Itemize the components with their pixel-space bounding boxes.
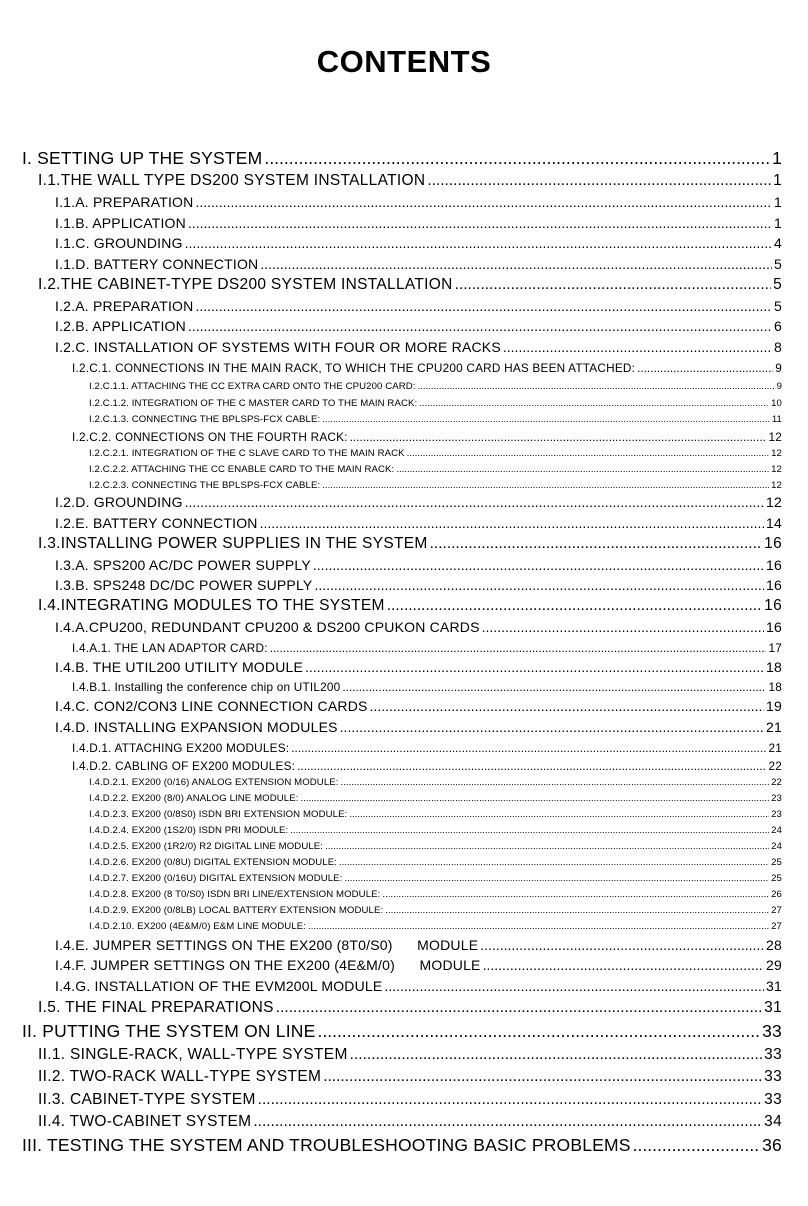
toc-page-number: 5 — [774, 298, 782, 314]
toc-page-number: 22 — [768, 759, 782, 773]
toc-page-number: 24 — [771, 841, 782, 852]
toc-entry-title: I.2.C.1. CONNECTIONS IN THE MAIN RACK, TO WHICH THE CPU200 CARD HAS BEEN ATTACHED: — [72, 361, 636, 375]
toc-page-number: 16 — [766, 577, 782, 593]
toc-entry-title: I.2.C.2.2. ATTACHING THE CC ENABLE CARD TO THE MAIN RACK: — [89, 464, 395, 475]
toc-entry-title: I.4.D.2.8. EX200 (8 T0/S0) ISDN BRI LINE/EXTENSION MODULE: — [89, 889, 381, 900]
toc-entry-title: I.4.F. JUMPER SETTINGS ON THE EX200 (4E&M/0) MODULE — [55, 957, 481, 973]
toc-entry-title: II. PUTTING THE SYSTEM ON LINE — [22, 1021, 316, 1041]
toc-entry-title: I.2.C.2.1. INTEGRATION OF THE C SLAVE CARD TO THE MAIN RACK — [89, 448, 405, 459]
toc-entry-title: I.3.A. SPS200 AC/DC POWER SUPPLY — [55, 557, 311, 573]
toc-entry-title: I.4.D.2.10. EX200 (4E&M/0) E&M LINE MODULE: — [89, 921, 307, 932]
toc-entry[interactable] — [38, 1113, 782, 1131]
toc-entry-title: I.4.A.1. THE LAN ADAPTOR CARD: — [72, 641, 268, 655]
toc-entry-title: I.2.C.1.1. ATTACHING THE CC EXTRA CARD ONTO THE CPU200 CARD: — [89, 381, 416, 392]
toc-leader — [318, 1021, 761, 1042]
toc-entry-title: I.4.D.2.2. EX200 (8/0) ANALOG LINE MODULE: — [89, 793, 299, 804]
toc-entry[interactable] — [89, 809, 782, 820]
toc-page-number: 16 — [764, 597, 782, 614]
toc-leader — [387, 597, 762, 615]
toc-entry[interactable] — [38, 1068, 782, 1086]
toc-leader — [305, 659, 764, 675]
toc-entry[interactable] — [22, 1021, 782, 1042]
toc-leader — [253, 1113, 762, 1131]
toc-entry-title: I.2.C.1.3. CONNECTING THE BPLSPS-FCX CABLE: — [89, 414, 321, 425]
toc-leader — [260, 515, 764, 531]
toc-leader — [483, 957, 764, 973]
toc-page-number: 36 — [762, 1135, 782, 1155]
toc-leader — [260, 256, 772, 272]
toc-page-number: 1 — [774, 215, 782, 231]
toc-leader — [322, 480, 769, 491]
toc-entry[interactable] — [89, 921, 782, 932]
toc-entry-title: I.4.B.1. Installing the conference chip on UTIL200 — [72, 680, 341, 694]
toc-entry-title: II.4. TWO-CABINET SYSTEM — [38, 1113, 252, 1130]
toc-entry[interactable] — [55, 318, 782, 334]
toc-entry[interactable] — [72, 430, 782, 444]
toc-entry-title: I.4.D. INSTALLING EXPANSION MODULES — [55, 719, 338, 735]
toc-entry-title: I.2.C. INSTALLATION OF SYSTEMS WITH FOUR OR MORE RACKS — [55, 339, 501, 355]
toc-entry[interactable] — [89, 448, 782, 459]
toc-entry[interactable] — [55, 515, 782, 531]
toc-entry-title: I.4.D.2.5. EX200 (1R2/0) R2 DIGITAL LINE MODULE: — [89, 841, 324, 852]
toc-page-number: 16 — [764, 535, 782, 552]
toc-entry[interactable] — [89, 889, 782, 900]
toc-page-number: 8 — [774, 339, 782, 355]
toc-page-number: 12 — [768, 430, 782, 444]
toc-page-number: 27 — [771, 921, 782, 932]
toc-leader — [188, 215, 772, 231]
toc-page-number: 16 — [766, 557, 782, 573]
toc-entry[interactable] — [55, 339, 782, 355]
toc-entry[interactable] — [89, 857, 782, 868]
toc-entry[interactable] — [55, 619, 782, 635]
toc-entry[interactable] — [38, 1046, 782, 1064]
toc-entry-title: II.3. CABINET-TYPE SYSTEM — [38, 1091, 256, 1108]
toc-leader — [314, 577, 764, 593]
toc-entry[interactable] — [89, 841, 782, 852]
toc-entry[interactable] — [72, 361, 782, 375]
toc-entry-title: I.4.C. CON2/CON3 LINE CONNECTION CARDS — [55, 698, 368, 714]
toc-leader — [419, 398, 769, 409]
toc-entry-title: I.2.E. BATTERY CONNECTION — [55, 515, 258, 531]
toc-entry[interactable] — [38, 535, 782, 553]
toc-entry[interactable] — [89, 905, 782, 916]
toc-page-number: 33 — [764, 1091, 782, 1108]
toc-entry-title: I.3.B. SPS248 DC/DC POWER SUPPLY — [55, 577, 313, 593]
toc-entry[interactable] — [55, 577, 782, 593]
toc-entry[interactable] — [72, 680, 782, 694]
toc-entry[interactable] — [89, 464, 782, 475]
toc-page-number: 31 — [764, 999, 782, 1016]
toc-leader — [290, 825, 769, 836]
toc-page-number: 11 — [771, 414, 782, 425]
toc-entry[interactable] — [55, 256, 782, 272]
toc-entry-title: I.1.B. APPLICATION — [55, 215, 186, 231]
toc-page-number: 23 — [771, 809, 782, 820]
toc-entry[interactable] — [89, 777, 782, 788]
toc-leader — [258, 1091, 762, 1109]
toc-page-number: 33 — [764, 1068, 782, 1085]
toc-page-number: 19 — [766, 698, 782, 714]
toc-leader — [407, 448, 770, 459]
toc-entry-title: I.2.C.2. CONNECTIONS ON THE FOURTH RACK: — [72, 430, 348, 444]
toc-entry-title: I.4.D.2. CABLING OF EX200 MODULES: — [72, 759, 296, 773]
toc-entry-title: I.4.A.CPU200, REDUNDANT CPU200 & DS200 CPUKON CARDS — [55, 619, 480, 635]
toc-page-number: 1 — [774, 194, 782, 210]
toc-leader — [195, 298, 772, 314]
toc-page-number: 31 — [766, 978, 782, 994]
toc-page-number: 23 — [771, 793, 782, 804]
toc-page-number: 25 — [771, 873, 782, 884]
toc-entry[interactable] — [38, 172, 782, 190]
toc-page-number: 4 — [774, 235, 782, 251]
toc-entry[interactable] — [55, 937, 782, 953]
toc-page-number: 21 — [766, 719, 782, 735]
toc-page-number: 18 — [766, 659, 782, 675]
toc-leader — [185, 494, 764, 510]
toc-page-number: 5 — [774, 256, 782, 272]
toc-page-number: 22 — [771, 777, 782, 788]
toc-leader — [325, 841, 769, 852]
toc-entry-title: I.4.G. INSTALLATION OF THE EVM200L MODULE — [55, 978, 383, 994]
toc-leader — [188, 318, 772, 334]
toc-entry-title: I.3.INSTALLING POWER SUPPLIES IN THE SYSTEM — [38, 535, 428, 552]
toc-entry[interactable] — [55, 194, 782, 210]
toc-entry[interactable] — [38, 999, 782, 1017]
toc-entry[interactable] — [38, 276, 782, 294]
toc-page-number: 10 — [771, 398, 782, 409]
toc-leader — [322, 414, 770, 425]
toc-leader — [313, 557, 764, 573]
toc-entry[interactable] — [89, 414, 782, 425]
toc-page-number: 6 — [774, 318, 782, 334]
toc-leader — [276, 999, 762, 1017]
toc-entry[interactable] — [89, 398, 782, 409]
toc-entry-title: II.2. TWO-RACK WALL-TYPE SYSTEM — [38, 1068, 322, 1085]
toc-page-number: 1 — [773, 172, 782, 189]
toc-leader — [427, 172, 771, 190]
toc-page-number: 29 — [766, 957, 782, 973]
toc-entry[interactable] — [89, 825, 782, 836]
toc-entry[interactable] — [55, 978, 782, 994]
toc-entry-title: I.2.B. APPLICATION — [55, 318, 186, 334]
toc-entry-title: I.2.D. GROUNDING — [55, 494, 183, 510]
toc-entry[interactable] — [89, 793, 782, 804]
toc-entry-title: I.2.A. PREPARATION — [55, 298, 194, 314]
toc-entry[interactable] — [22, 1135, 782, 1156]
toc-leader — [350, 430, 767, 444]
toc-entry-title: I. SETTING UP THE SYSTEM — [22, 148, 263, 168]
toc-leader — [370, 698, 764, 714]
toc-leader — [503, 339, 772, 355]
toc-leader — [300, 793, 769, 804]
toc-entry[interactable] — [55, 298, 782, 314]
toc-leader — [350, 1046, 762, 1064]
toc-leader — [418, 381, 775, 392]
toc-entry[interactable] — [22, 148, 782, 169]
toc-entry-title: I.4.E. JUMPER SETTINGS ON THE EX200 (8T0/S0) MODULE — [55, 937, 479, 953]
toc-page-number: 33 — [762, 1021, 782, 1041]
toc-page-number: 21 — [768, 741, 782, 755]
toc-entry-title: I.1.C. GROUNDING — [55, 235, 183, 251]
toc-page-number: 12 — [771, 464, 782, 475]
toc-entry-title: I.5. THE FINAL PREPARATIONS — [38, 999, 274, 1016]
toc-leader — [349, 809, 769, 820]
toc-leader — [382, 889, 769, 900]
toc-entry[interactable] — [38, 597, 782, 615]
toc-entry[interactable] — [55, 557, 782, 573]
toc-page-number: 12 — [771, 448, 782, 459]
toc-entry[interactable] — [72, 759, 782, 773]
toc-leader — [385, 905, 769, 916]
toc-entry-title: I.4.D.1. ATTACHING EX200 MODULES: — [72, 741, 290, 755]
toc-entry-title: I.1.THE WALL TYPE DS200 SYSTEM INSTALLATION — [38, 172, 426, 189]
toc-leader — [455, 276, 771, 294]
toc-entry[interactable] — [55, 957, 782, 973]
toc-entry-title: I.4.D.2.7. EX200 (0/16U) DIGITAL EXTENSION MODULE: — [89, 873, 343, 884]
toc-leader — [185, 235, 772, 251]
toc-page-number: 12 — [766, 494, 782, 510]
toc-leader — [342, 680, 766, 694]
toc-page-number: 26 — [771, 889, 782, 900]
toc-page-number: 5 — [773, 276, 782, 293]
toc-page-number: 27 — [771, 905, 782, 916]
toc-leader — [291, 741, 766, 755]
toc-entry-title: I.4.D.2.1. EX200 (0/16) ANALOG EXTENSION MODULE: — [89, 777, 339, 788]
toc-leader — [264, 148, 770, 169]
toc-entry[interactable] — [55, 494, 782, 510]
toc-entry-title: I.4.B. THE UTIL200 UTILITY MODULE — [55, 659, 304, 675]
toc-leader — [195, 194, 772, 210]
toc-leader — [482, 619, 764, 635]
toc-page-number: 28 — [766, 937, 782, 953]
toc-leader — [396, 464, 769, 475]
toc-entry-title: I.1.A. PREPARATION — [55, 194, 194, 210]
toc-page-number: 16 — [766, 619, 782, 635]
toc-entry[interactable] — [55, 215, 782, 231]
toc-leader — [430, 535, 763, 553]
toc-leader — [308, 921, 769, 932]
toc-entry[interactable] — [55, 659, 782, 675]
toc-leader — [480, 937, 764, 953]
toc-leader — [340, 719, 764, 735]
toc-entry-title: I.4.INTEGRATING MODULES TO THE SYSTEM — [38, 597, 385, 614]
toc-leader — [633, 1135, 760, 1156]
toc-leader — [270, 641, 767, 655]
toc-page-number: 24 — [771, 825, 782, 836]
toc-entry-title: III. TESTING THE SYSTEM AND TROUBLESHOOTING BASIC PROBLEMS — [22, 1135, 631, 1155]
toc-leader — [341, 777, 770, 788]
toc-entry[interactable] — [55, 719, 782, 735]
toc-leader — [323, 1068, 762, 1086]
toc-entry[interactable] — [55, 235, 782, 251]
toc-leader — [344, 873, 769, 884]
toc-leader — [384, 978, 764, 994]
toc-page-number: 9 — [776, 381, 782, 392]
toc-entry[interactable] — [89, 381, 782, 392]
toc-entry-title: I.4.D.2.9. EX200 (0/8LB) LOCAL BATTERY EXTENSION MODULE: — [89, 905, 384, 916]
toc-page-number: 18 — [768, 680, 782, 694]
toc-entry-title: I.4.D.2.6. EX200 (0/8U) DIGITAL EXTENSION MODULE: — [89, 857, 338, 868]
toc-entry-title: I.2.C.1.2. INTEGRATION OF THE C MASTER CARD TO THE MAIN RACK: — [89, 398, 418, 409]
toc-leader — [637, 361, 773, 375]
toc-entry[interactable] — [72, 641, 782, 655]
toc-entry-title: I.2.C.2.3. CONNECTING THE BPLSPS-FCX CABLE: — [89, 480, 321, 491]
toc-entry[interactable] — [89, 873, 782, 884]
toc-leader — [297, 759, 766, 773]
toc-page-number: 33 — [764, 1046, 782, 1063]
toc-page-number: 25 — [771, 857, 782, 868]
toc-entry[interactable] — [89, 480, 782, 491]
toc-leader — [339, 857, 769, 868]
page-title: CONTENTS — [316, 44, 492, 79]
toc-entry-title: I.1.D. BATTERY CONNECTION — [55, 256, 259, 272]
toc-entry-title: I.4.D.2.4. EX200 (1S2/0) ISDN PRI MODULE: — [89, 825, 289, 836]
toc-entry[interactable] — [55, 698, 782, 714]
toc-entry-title: I.2.THE CABINET-TYPE DS200 SYSTEM INSTALLATION — [38, 276, 453, 293]
toc-page-number: 9 — [775, 361, 782, 375]
toc-page-number: 12 — [771, 480, 782, 491]
toc-entry-title: I.4.D.2.3. EX200 (0/8S0) ISDN BRI EXTENSION MODULE: — [89, 809, 348, 820]
toc-page-number: 17 — [768, 641, 782, 655]
toc-page-number: 14 — [766, 515, 782, 531]
toc-page-number: 34 — [764, 1113, 782, 1130]
toc-entry[interactable] — [38, 1091, 782, 1109]
toc-entry-title: II.1. SINGLE-RACK, WALL-TYPE SYSTEM — [38, 1046, 348, 1063]
toc-entry[interactable] — [72, 741, 782, 755]
toc-page-number: 1 — [772, 148, 782, 168]
